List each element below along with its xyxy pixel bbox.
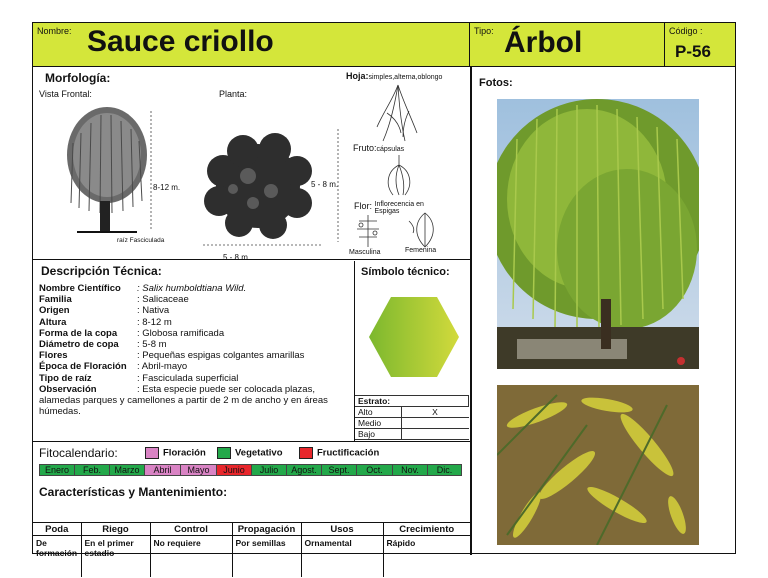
tech-row [39,373,359,384]
month-cell: Nov. [392,464,427,476]
fruit-icon [381,153,417,197]
month-cell: Feb. [74,464,109,476]
tech-key: Flores [39,350,68,362]
tech-row [39,305,359,316]
descripcion-section [33,261,355,441]
month-cell: Marzo [109,464,144,476]
tech-row [39,350,359,361]
fruto-label [353,143,404,153]
legend-vegetativo [217,447,283,459]
care-header: Usos [301,523,383,536]
height-dimension: 8-12 m. [153,183,181,192]
month-cell: Sept. [321,464,356,476]
flower-masculina-icon [351,213,385,249]
plant-name: Sauce criollo [87,25,274,58]
flower-femenina-icon [405,211,445,249]
technical-symbol-hexagon [369,295,459,379]
tech-key: Altura [39,316,67,328]
care-header-row [33,523,470,536]
tech-key: Forma de la copa [39,327,118,339]
hoja-desc: simples,alterna,oblongo [368,74,443,81]
care-value: Rápido [383,536,470,577]
fotos-label: Fotos: [479,77,513,89]
legend-label: Vegetativo [235,447,283,459]
plant-type: Árbol [504,26,583,59]
descripcion-title: Descripción Técnica: [41,264,162,278]
tech-row [39,294,359,305]
photo-flowers [497,385,699,545]
plan-dim-lines [183,127,363,257]
codigo-label: Código : [669,26,703,36]
care-header: Poda [33,523,81,536]
nombre-label: Nombre: [37,26,72,36]
tech-value: : Globosa ramificada [137,327,225,339]
tech-value: : Nativa [137,305,170,317]
month-cell: Mayo [180,464,216,476]
caracteristicas-section [33,481,470,522]
care-value: De formación [36,538,78,558]
femenina-label: Femenina [405,247,437,254]
front-view-tree [59,103,159,253]
care-value-row [33,536,470,577]
tech-row [39,384,359,395]
morfologia-title: Morfología: [45,71,111,85]
tech-value: : Fasciculada superficial [137,372,239,384]
plant-sheet [32,22,736,558]
tech-key: Familia [39,294,72,306]
estrato-medio: Medio [355,418,401,429]
tech-value: : Esta especie puede ser colocada plazas, [137,383,315,395]
leaf-icon [373,83,423,143]
caracteristicas-title: Características y Mantenimiento: [39,485,228,499]
care-header: Crecimiento [383,523,470,536]
fruto-desc: cápsulas [376,146,405,153]
observacion-cont: alamedas parques y camellones a partir de 2 m de ancho y en áreas húmedas. [39,395,328,418]
morfologia-section [33,67,470,260]
header-tipo [470,23,665,67]
tech-key: Época de Floración [39,361,127,373]
masculina-label: Masculina [349,249,381,256]
estrato-alto-mark: X [401,407,469,418]
care-header: Propagación [232,523,301,536]
tech-value: : 8-12 m [137,316,172,328]
vista-frontal-label: Vista Frontal: [39,89,92,99]
flor-desc: Inflorecencia en Espigas [374,201,424,215]
fruto-title: Fruto: [353,143,377,153]
legend-swatch [217,447,231,459]
tech-key: Origen [39,305,70,317]
header-nombre [33,23,470,67]
planta-label: Planta: [219,89,248,99]
estrato-label: Estrato: [355,396,469,407]
month-cell: Oct. [356,464,392,476]
plan-dim-vertical: 5 - 8 m. [311,180,339,189]
fitocalendario-title: Fitocalendario: [39,446,118,460]
tech-key: Tipo de raíz [39,372,92,384]
legend-label: Fructificación [317,447,380,459]
tech-row [39,339,359,350]
care-value: Por semillas [232,536,301,577]
plant-code: P-56 [675,42,711,61]
estrato-bajo-mark [401,429,469,440]
tech-rows [39,283,359,417]
tech-value: : Salicaceae [137,294,189,306]
month-cell: Abril [144,464,180,476]
legend-fructificacion [299,447,379,459]
tech-value: : Pequeñas espigas colgantes amarillas [137,350,305,362]
tech-row [39,283,359,294]
raiz-label: raíz Fasciculada [117,237,165,244]
tech-value: : Salix humboldtiana Wild. [137,283,247,294]
tech-value: : Abril-mayo [137,361,188,373]
legend-floracion [145,447,206,459]
legend-swatch [145,447,159,459]
care-value: En el primer estadio [81,536,150,577]
simbolo-section [355,261,470,441]
flor-title: Flor: [354,201,372,211]
tech-row [39,317,359,328]
care-header: Control [150,523,232,536]
month-cell: Junio [216,464,251,476]
tech-key: Observación [39,383,97,395]
fotos-divider [470,67,472,555]
simbolo-title: Símbolo técnico: [361,266,450,278]
month-cell: Julio [251,464,286,476]
tech-row [39,328,359,339]
tech-key: Nombre Científico [39,283,121,294]
plan-dim-horizontal: 5 - 8 m. [223,253,251,262]
care-value: Ornamental [301,536,383,577]
tipo-label: Tipo: [474,26,494,36]
care-header: Riego [81,523,150,536]
legend-swatch [299,447,313,459]
photo-tree [497,99,699,369]
tech-key: Diámetro de copa [39,339,119,351]
legend-label: Floración [163,447,206,459]
hoja-title: Hoja: [346,71,369,81]
tech-row [39,361,359,372]
estrato-medio-mark [401,418,469,429]
header-codigo [665,23,735,67]
tech-value: : 5-8 m [137,339,167,351]
estrato-table [355,395,469,440]
estrato-bajo: Bajo [355,429,401,440]
estrato-alto: Alto [355,407,401,418]
month-cell: Dic. [427,464,462,476]
hoja-label [346,71,442,81]
month-cell: Enero [39,464,74,476]
care-table [33,522,470,577]
care-value: No requiere [150,536,232,577]
month-bar [39,464,462,476]
month-cell: Agost. [286,464,321,476]
